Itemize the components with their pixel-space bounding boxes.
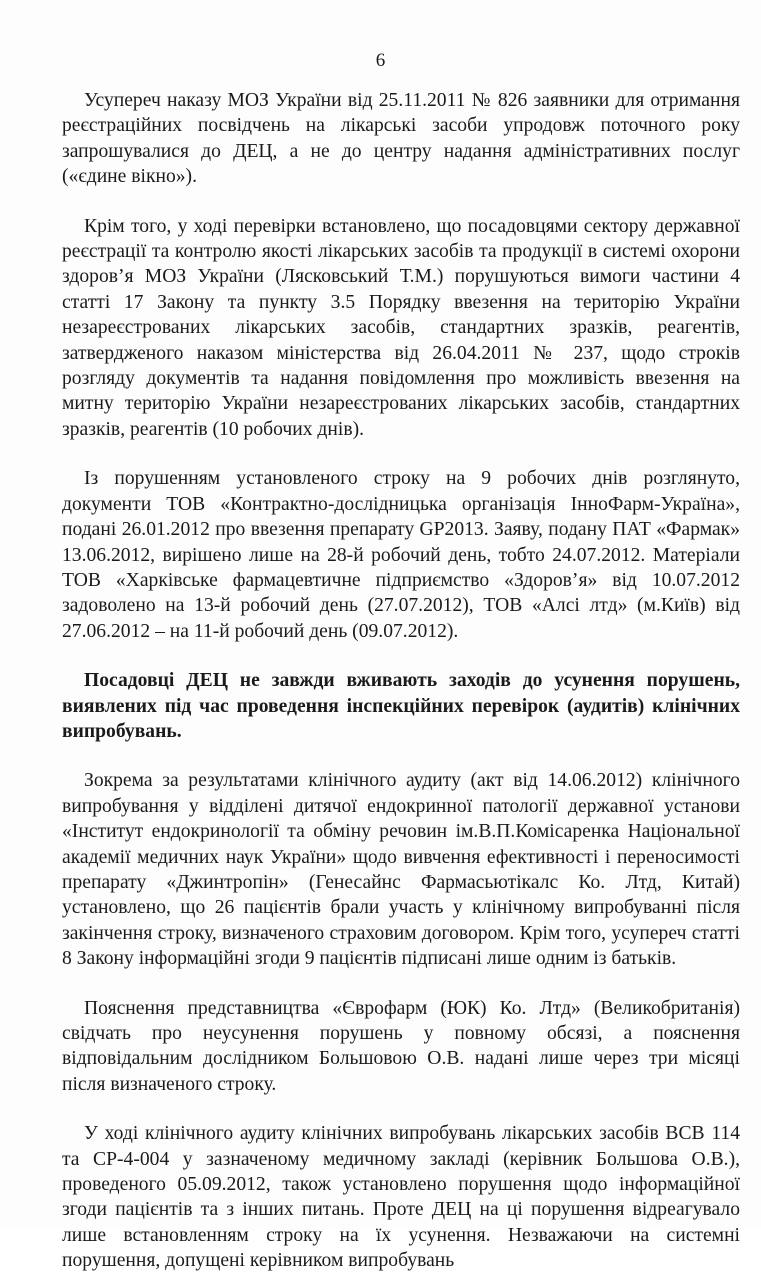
page-number: 6 [375,50,386,71]
document-body [62,88,740,1274]
paragraph-registration-certificates: Усупереч наказу МОЗ України від 25.11.2011 № 826 заявники для отримання реєстраційних посвідчень на лікарські засоби упродовж поточного року запрошувалися до ДЕЦ, а не до центру надання адміністративних послуг («єдине вікно»). [62,90,740,188]
paragraph-second-audit: У ході клінічного аудиту клінічних випробувань лікарських засобів ВСВ 114 та СР-4-004 у зазначеному медичному закладі (керівник Большова О.В.), проведеного 05.09.2012, також установлено порушення щодо інформаційної згоди пацієнтів та з інших питань. Проте ДЕЦ на ці порушення відреагувало лише встановленням строку на їх усунення. Незважаючи на системні порушення, допущені керівником випробувань [62,1123,740,1272]
paragraph-inspection-findings: Крім того, у ході перевірки встановлено, що посадовцями сектору державної реєстрації та контролю якості лікарських засобів та продукції в системі охорони здоров’я МОЗ України (Лясковський Т.М.) порушуються вимоги частини 4 статті 17 Закону та пункту 3.5 Порядку ввезення на територію України незареєстрованих лікарських засобів, стандартних зразків, реагентів, затвердженого наказом міністерства від 26.04.2011 № 237, щодо строків розгляду документів та надання повідомлення про можливість ввезення на митну територію України незареєстрованих лікарських засобів, стандартних зразків, реагентів (10 робочих днів). [62,215,740,440]
paragraph-deadline-violations: Із порушенням установленого строку на 9 робочих днів розглянуто, документи ТОВ «Контрактно-дослідницька організація ІнноФарм-Україна», подані 26.01.2012 про ввезення препарату GP2013. Заяву, подану ПАТ «Фармак» 13.06.2012, вирішено лише на 28-й робочий день, тобто 24.07.2012. Матеріали ТОВ «Харківське фармацевтичне підприємство «Здоров’я» від 10.07.2012 задоволено на 13-й робочий день (27.07.2012), ТОВ «Алсі лтд» (м.Київ) від 27.06.2012 – на 11-й робочий день (09.07.2012). [62,468,740,642]
paragraph-clinical-audit: Зокрема за результатами клінічного аудиту (акт від 14.06.2012) клінічного випробування у відділені дитячої ендокринної патології державної установи «Інститут ендокринології та обміну речовин ім.В.П.Комісаренка Національної академії медичних наук України» щодо вивчення ефективності і переносимості препарату «Джинтропін» (Генесайнс Фармасьютікалс Ко. Лтд, Китай) установлено, що 26 пацієнтів брали участь у клінічному випробуванні після закінчення строку, визначеного страховим договором. Крім того, усупереч статті 8 Закону інформаційні згоди 9 пацієнтів підписані лише одним із батьків. [62,770,740,970]
paragraph-heading-violations: Посадовці ДЕЦ не завжди вживають заходів до усунення порушень, виявлених під час проведення інспекційних перевірок (аудитів) клінічних випробувань. [62,670,740,742]
paragraph-europharm-explanation: Пояснення представництва «Єврофарм (ЮК) Ко. Лтд» (Великобританія) свідчать про неусунення порушень у повному обсязі, а пояснення відповідальним дослідником Большовою О.В. надані лише через три місяці після визначеного строку. [62,997,740,1095]
